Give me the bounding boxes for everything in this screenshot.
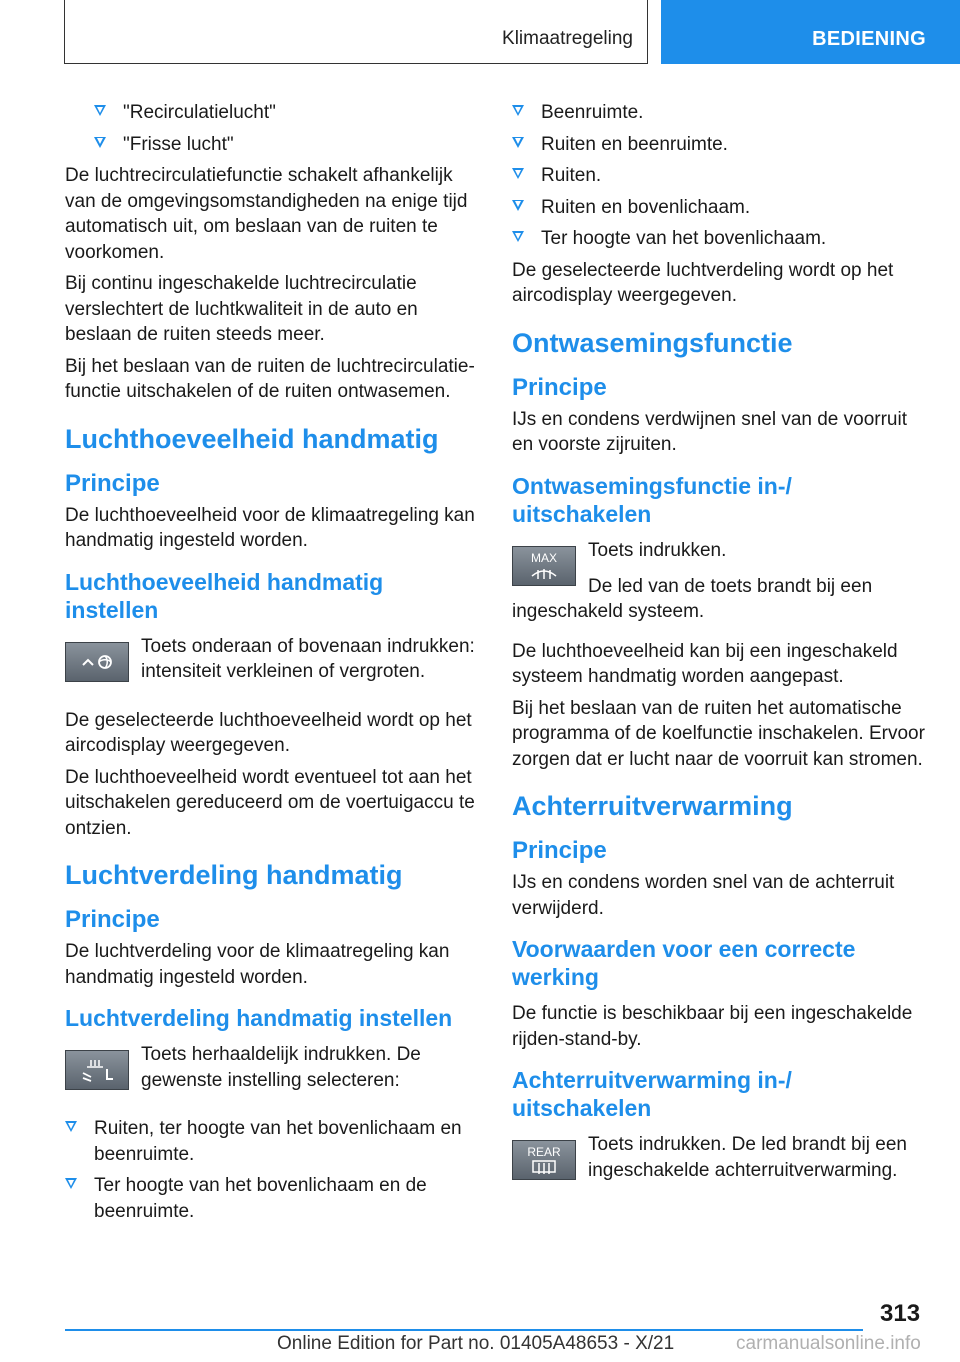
bullet-triangle-icon xyxy=(65,1178,77,1189)
paragraph: Toets onderaan of bovenaan indrukken: intensiteit verkleinen of vergroten. xyxy=(141,635,475,682)
list-item: Ter hoogte van het bovenlichaam en de beenruimte. xyxy=(65,1173,480,1224)
paragraph: De luchthoeveelheid kan bij een ingeschakeld systeem handmatig worden aangepast. xyxy=(512,640,898,687)
paragraph: IJs en condens verdwijnen snel van de voorruit en voorste zijruiten. xyxy=(512,408,908,455)
paragraph: De luchthoeveelheid voor de klimaatregeling kan handmatig ingesteld worden. xyxy=(65,504,475,551)
chapter-title: Klimaatregeling xyxy=(502,28,633,49)
paragraph: Toets indrukken. xyxy=(588,539,727,561)
rear-defrost-button-icon: REAR xyxy=(512,1140,576,1180)
heading-principe: Principe xyxy=(512,837,607,864)
watermark: carmanualsonline.info xyxy=(736,1333,921,1354)
left-column xyxy=(65,100,480,1230)
paragraph: Bij het beslaan van de ruiten de luchtrecirculatie-functie uitschakelen of de ruiten ontwasemen. xyxy=(65,355,475,402)
heading-principe: Principe xyxy=(512,373,607,401)
list-item: Ruiten, ter hoogte van het bovenlichaam en beenruimte. xyxy=(65,1116,480,1167)
bullet-triangle-icon xyxy=(512,168,524,179)
paragraph: De geselecteerde luchtverdeling wordt op het aircodisplay weergegeven. xyxy=(512,259,894,306)
footer-divider xyxy=(65,1329,863,1331)
header-chapter-box xyxy=(64,0,648,64)
paragraph: IJs en condens worden snel van de achterruit verwijderd. xyxy=(512,872,895,919)
heading-luchtverdeling: Luchtverdeling handmatig xyxy=(65,860,403,890)
list-item: "Frisse lucht" xyxy=(65,132,480,158)
bullet-triangle-icon xyxy=(512,231,524,242)
max-defrost-button-icon: MAX xyxy=(512,546,576,586)
paragraph: Bij continu ingeschakelde luchtrecirculatie verslechtert de luchtkwaliteit in de auto en beslaan de ruiten steeds meer. xyxy=(65,273,418,345)
heading-voorwaarden: Voorwaarden voor een correcte werking xyxy=(512,936,856,990)
heading-achterruitverwarming: Achterruitverwarming xyxy=(512,791,793,821)
paragraph: De luchtverdeling voor de klimaatregeling kan handmatig ingesteld worden. xyxy=(65,941,450,988)
fan-button-icon xyxy=(65,642,129,682)
header-section-tab xyxy=(661,0,960,64)
section-title: BEDIENING xyxy=(812,28,926,50)
bullet-triangle-icon xyxy=(65,1121,77,1132)
heading-principe: Principe xyxy=(65,469,160,497)
air-distribution-button-icon xyxy=(65,1050,129,1090)
list-item: Beenruimte. xyxy=(512,100,932,126)
list-item: Ruiten. xyxy=(512,163,932,189)
bullet-triangle-icon xyxy=(512,200,524,211)
paragraph: De luchtrecirculatiefunctie schakelt afhankelijk van de omgevingsomstandigheden na enige tijd automatisch uit, om beslaan van de ruiten te voorkomen. xyxy=(65,165,468,263)
button-description-fan xyxy=(65,634,480,698)
list-item: Ter hoogte van het bovenlichaam. xyxy=(512,226,932,252)
list-item: Ruiten en bovenlichaam. xyxy=(512,195,932,221)
heading-luchtverdeling-instellen: Luchtverdeling handmatig instellen xyxy=(65,1005,453,1031)
button-description-rear xyxy=(512,1132,932,1196)
heading-ontwasemingsfunctie-inuit: Ontwasemingsfunctie in-/ uitschakelen xyxy=(512,472,792,527)
bullet-triangle-icon xyxy=(94,137,106,148)
paragraph: Toets herhaaldelijk indrukken. De gewenste instelling selecteren: xyxy=(141,1044,421,1091)
heading-achterruitverwarming-inuit: Achterruitverwarming in-/ uitschakelen xyxy=(512,1067,792,1121)
bullet-triangle-icon xyxy=(512,105,524,116)
list-item: Ruiten en beenruimte. xyxy=(512,132,932,158)
button-description-max xyxy=(512,538,932,602)
bullet-triangle-icon xyxy=(94,105,106,116)
paragraph: Bij het beslaan van de ruiten het automatische programma of de koelfunctie inschakelen. Ervoor zorgen dat er lucht naar de voorruit kan stromen. xyxy=(512,697,925,770)
heading-principe: Principe xyxy=(65,906,160,933)
paragraph: Toets indrukken. De led brandt bij een ingeschakelde achterruitverwarming. xyxy=(588,1134,907,1181)
paragraph: De led van de toets brandt bij een ingeschakeld systeem. xyxy=(512,575,873,622)
button-description-distribution xyxy=(65,1042,480,1106)
heading-luchthoeveelheid-instellen: Luchthoeveelheid handmatig instellen xyxy=(65,568,384,623)
page-number: 313 xyxy=(880,1300,921,1327)
bullet-triangle-icon xyxy=(512,137,524,148)
footer-edition: Online Edition for Part no. 01405A48653 - X/21 xyxy=(277,1333,675,1354)
paragraph: De functie is beschikbaar bij een ingeschakelde rijden-stand-by. xyxy=(512,1003,913,1050)
paragraph: De luchthoeveelheid wordt eventueel tot aan het uitschakelen gereduceerd om de voertuigaccu te ontzien. xyxy=(65,766,475,839)
right-column xyxy=(512,100,932,1206)
heading-ontwasemingsfunctie: Ontwasemingsfunctie xyxy=(512,327,793,358)
paragraph: De geselecteerde luchthoeveelheid wordt op het aircodisplay weergegeven. xyxy=(65,709,472,756)
list-item: "Recirculatielucht" xyxy=(65,100,480,126)
heading-luchthoeveelheid: Luchthoeveelheid handmatig xyxy=(65,423,439,454)
